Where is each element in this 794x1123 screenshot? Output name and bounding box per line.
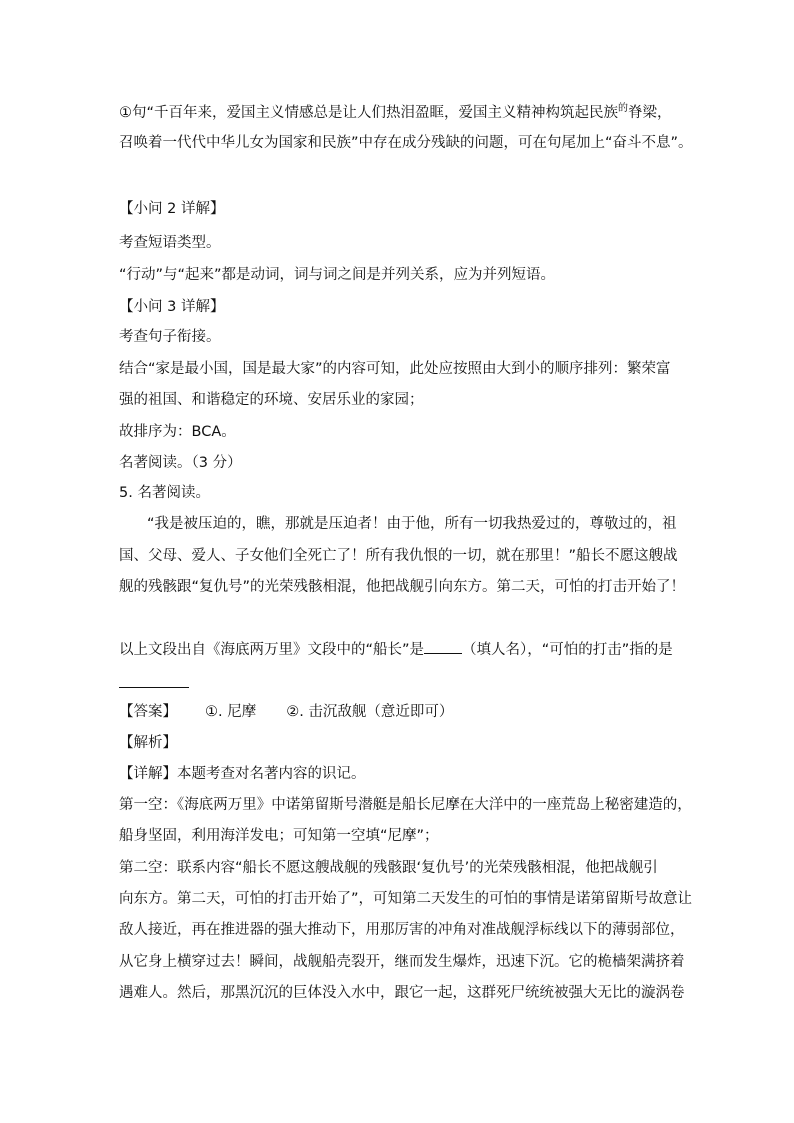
question-text: 以上文段出自《海底两万里》文段中的“船长”是 （填人名），“可怕的打击”指的是 xyxy=(119,639,673,660)
text-line: 强的祖国、和谐稳定的环境、安居乐业的家园； xyxy=(119,392,424,408)
quote-line: 国、父母、爱人、子女他们全死亡了！所有我仇恨的一切，就在那里！”船长不愿这艘战 xyxy=(119,548,678,564)
text-line: “行动”与“起来”都是动词，词与词之间是并列关系，应为并列短语。 xyxy=(119,267,556,283)
text-line: ①句“千百年来，爱国主义情感总是让人们热泪盈眶，爱国主义精神构筑起民族$^的$脊梁， xyxy=(119,103,672,121)
text-line: 向东方。第二天，可怕的打击开始了”，可知第二天发生的可怕的事情是诺第留斯号故意让 xyxy=(119,891,693,907)
text-line: 【详解】本题考查对名著内容的识记。 xyxy=(119,766,366,782)
text-line: 从它身上横穿过去！瞬间，战舰船壳裂开，继而发生爆炸，迅速下沉。它的桅樯架满挤着 xyxy=(119,954,685,970)
answer-blank-line xyxy=(119,687,189,688)
answer-blank xyxy=(424,639,462,654)
section-heading: 【小问 2 详解】 xyxy=(119,201,225,217)
text-line: 结合“家是最小国，国是最大家”的内容可知，此处应按照由大到小的顺序排列：繁荣富 xyxy=(119,361,671,377)
text-line: 敌人接近，再在推进器的强大推动下，用那厉害的冲角对准战舰浮标线以下的薄弱部位， xyxy=(119,922,685,938)
text-line: 故排序为：BCA。 xyxy=(119,424,236,440)
quote-line: 舰的残骸跟“复仇号”的光荣残骸相混，他把战舰引向东方。第二天，可怕的打击开始了！ xyxy=(119,579,686,595)
quote-line: “我是被压迫的，瞧，那就是压迫者！由于他，所有一切我热爱过的，尊敬过的，祖 xyxy=(147,516,677,532)
text-line: 第一空：《海底两万里》中诺第留斯号潜艇是船长尼摩在大洋中的一座荒岛上秘密建造的， xyxy=(119,797,692,813)
section-heading: 【小问 3 详解】 xyxy=(119,299,225,315)
text-line: 第二空：联系内容“船长不愿这艘战舰的残骸跟‘复仇号’的光荣残骸相混，他把战舰引 xyxy=(119,860,658,876)
text-line: 考查短语类型。 xyxy=(119,235,221,251)
text-line: 船身坚固，利用海洋发电；可知第一空填“尼摩”； xyxy=(119,828,439,844)
analysis-label: 【解析】 xyxy=(119,735,177,751)
answer-line: 【答案】 ①. 尼摩 ②. 击沉敌舰（意近即可） xyxy=(119,704,454,720)
text-line: 召唤着一代代中华儿女为国家和民族”中存在成分残缺的问题，可在句尾加上“奋斗不息”。 xyxy=(119,135,693,151)
question-number: 5. 名著阅读。 xyxy=(119,485,210,501)
text-line: 名著阅读。（3 分） xyxy=(119,455,242,471)
text-line: 考查句子衔接。 xyxy=(119,329,221,345)
text-line: 遇难人。然后，那黑沉沉的巨体没入水中，跟它一起，这群死尸统统被强大无比的漩涡卷 xyxy=(119,985,685,1001)
